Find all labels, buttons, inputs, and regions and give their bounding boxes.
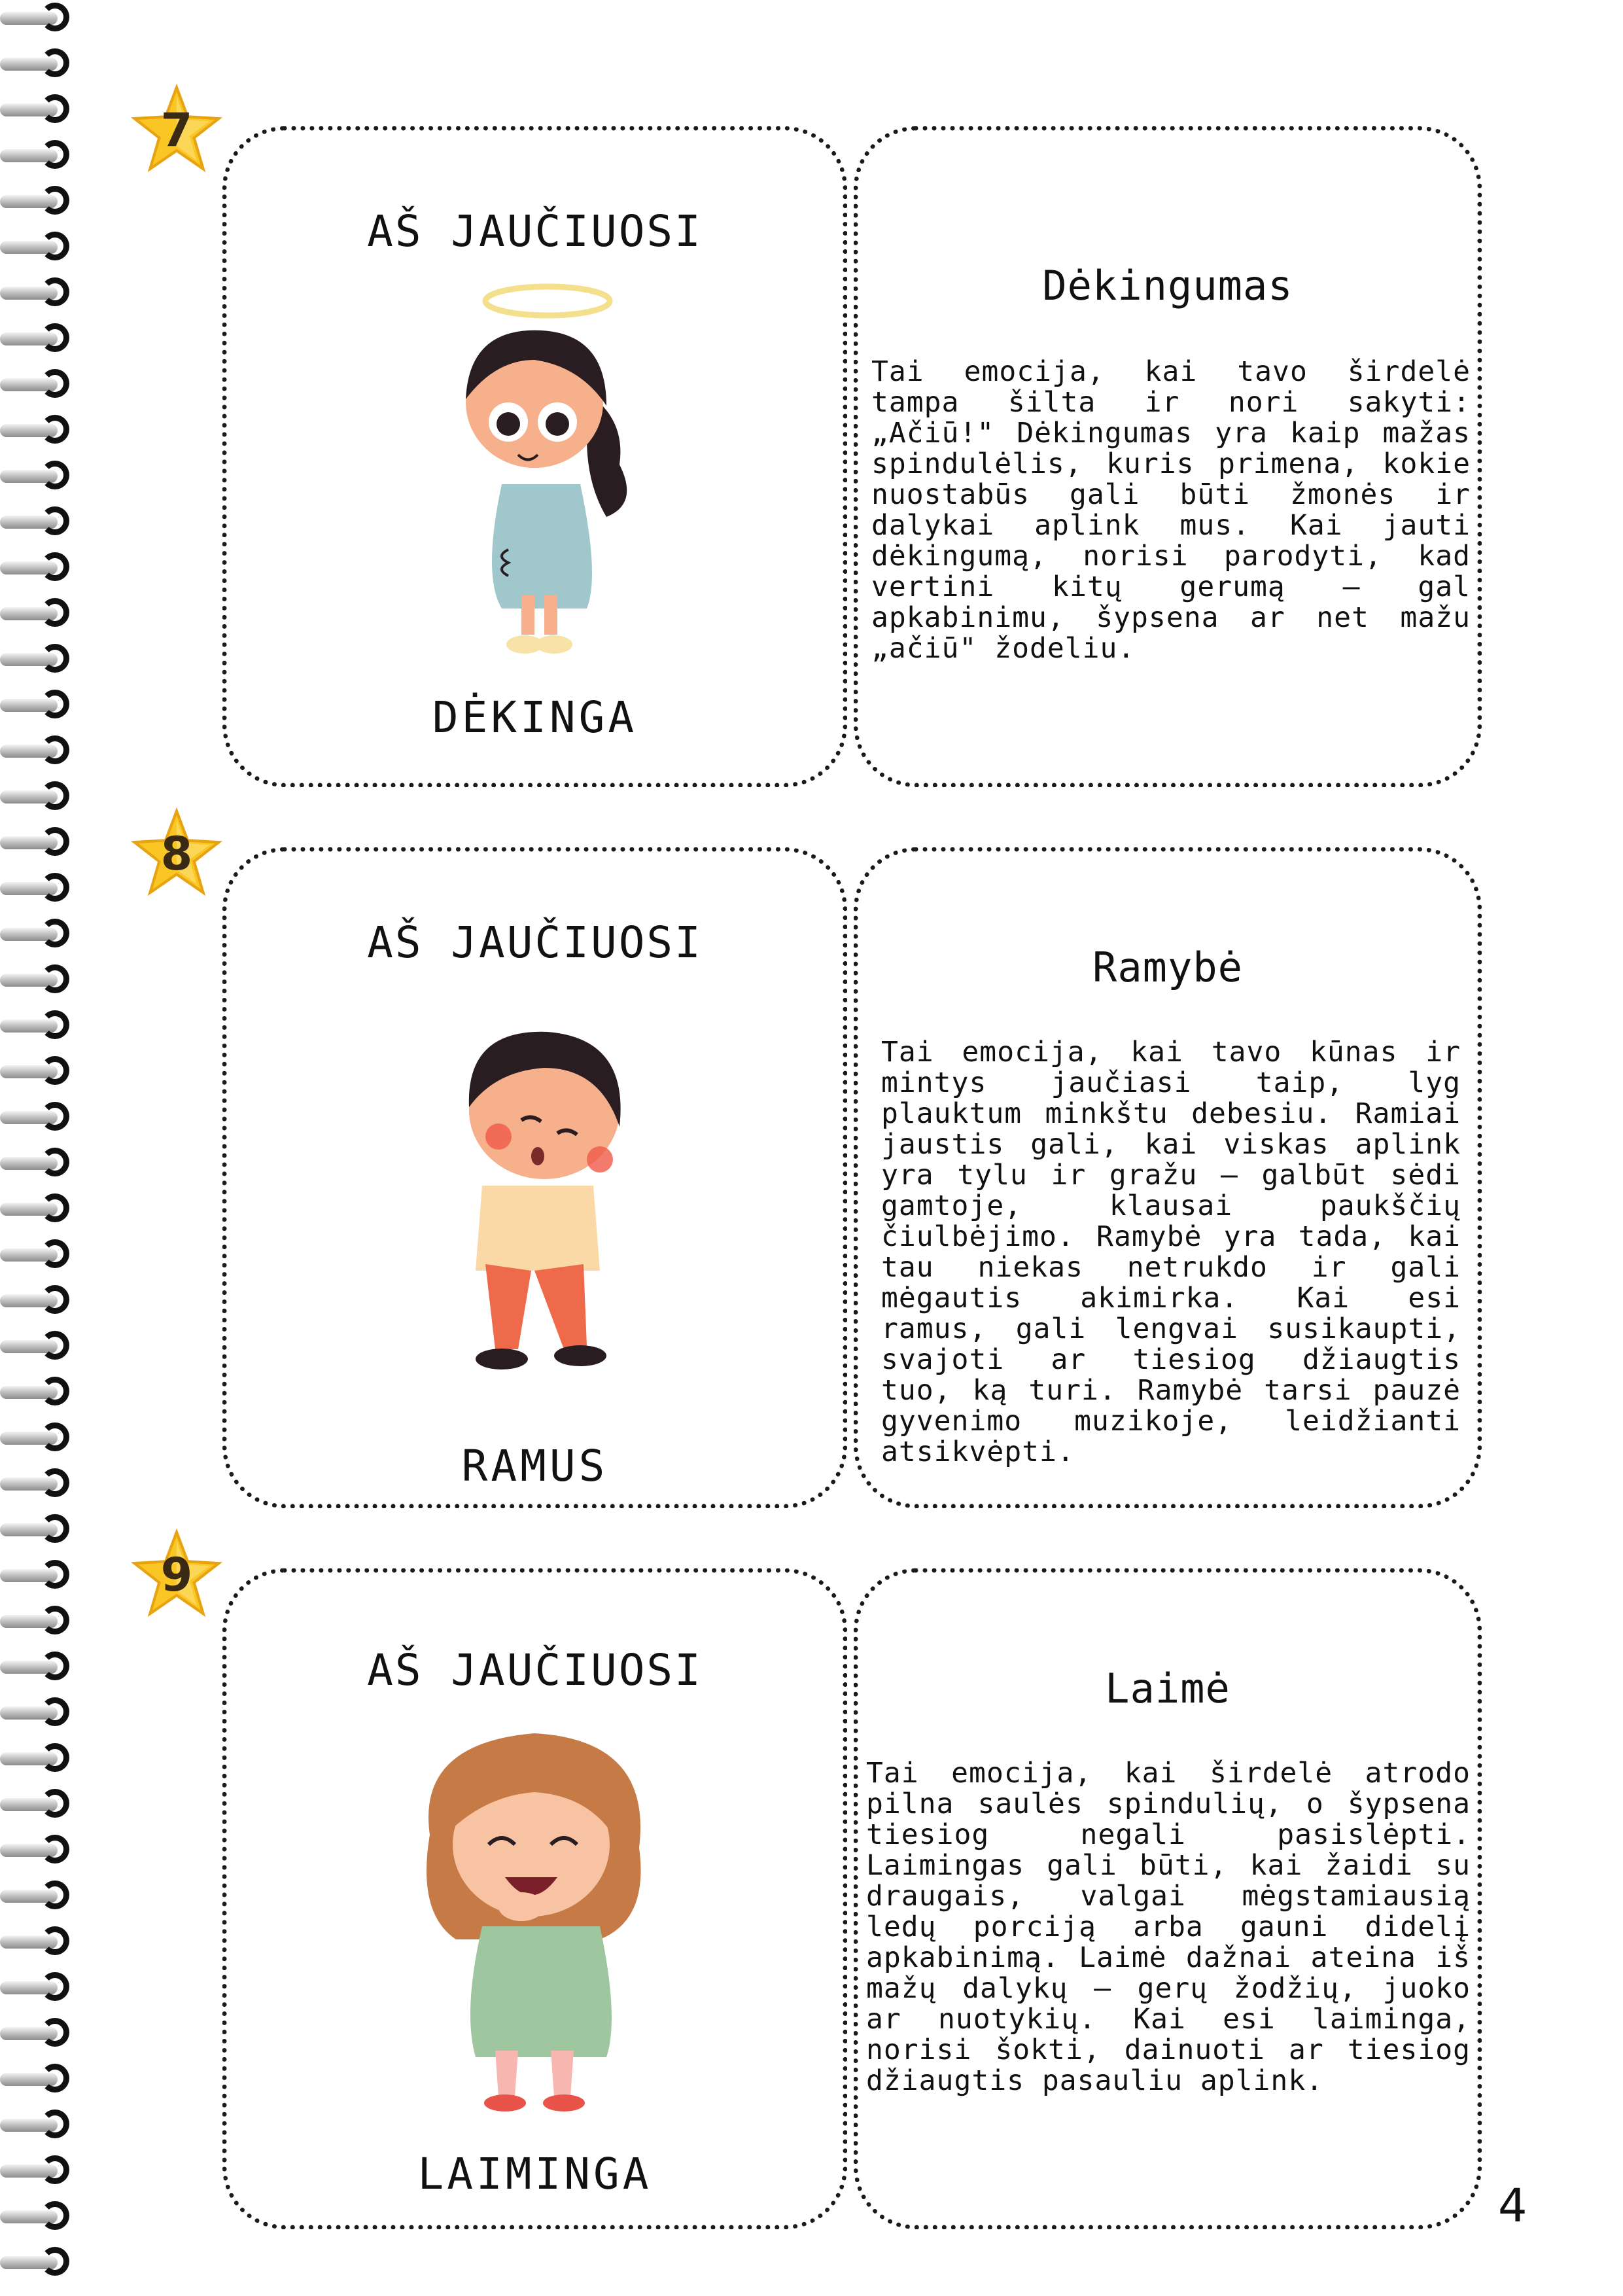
- card-number: 9: [160, 1548, 193, 1602]
- number-badge-star: [131, 807, 222, 899]
- spiral-ring: [0, 229, 79, 266]
- feeling-label: LAIMINGA: [417, 2149, 652, 2199]
- calm-boy-icon: [404, 983, 685, 1388]
- description-card-right: [854, 847, 1482, 1508]
- spiral-ring: [0, 1924, 79, 1960]
- spiral-ring: [0, 366, 79, 403]
- description-card-right: [854, 1568, 1482, 2229]
- spiral-ring: [0, 183, 79, 220]
- spiral-ring: [0, 1053, 79, 1090]
- emotion-title: Dėkingumas: [1042, 262, 1293, 309]
- emotion-title: Ramybė: [1092, 944, 1243, 991]
- spiral-ring: [0, 504, 79, 540]
- spiral-ring: [0, 275, 79, 311]
- emotion-description: Tai emocija, kai tavo kūnas ir mintys jaučiasi taip, lyg plauktum minkštu debesiu. Ramiai jaustis gali, kai viskas aplink yra tylu ir gražu – galbūt sėdi gamtoje, klausai paukščių čiulbėjimo. Ramybė yra tada, kai tau niekas netrukdo ir gali mėgautis akimirka. Kai esi ramus, gali lengvai susikaupti, svajoti ar tiesiog džiaugtis tuo, ką turi. Ramybė tarsi pauzė gyvenimo muzikoje, leidžianti atsikvėpti.: [881, 1036, 1461, 1468]
- spiral-ring: [0, 1420, 79, 1457]
- happy-laughing-girl-icon: [391, 1704, 685, 2116]
- page-number: 4: [1498, 2179, 1527, 2233]
- feeling-label: DĖKINGA: [432, 692, 638, 743]
- spiral-ring: [0, 1008, 79, 1044]
- spiral-ring: [0, 595, 79, 632]
- spiral-ring: [0, 1374, 79, 1411]
- spiral-ring: [0, 824, 79, 861]
- card-heading: AŠ JAUČIUOSI: [367, 206, 703, 256]
- spiral-ring: [0, 92, 79, 128]
- spiral-ring: [0, 2244, 79, 2281]
- spiral-ring: [0, 1282, 79, 1319]
- spiral-ring: [0, 1649, 79, 1686]
- card-heading: AŠ JAUČIUOSI: [367, 1645, 703, 1695]
- spiral-ring: [0, 1557, 79, 1594]
- spiral-ring: [0, 1099, 79, 1136]
- spiral-ring: [0, 962, 79, 998]
- spiral-ring: [0, 1466, 79, 1502]
- spiral-binding: [0, 0, 85, 2296]
- spiral-ring: [0, 2199, 79, 2235]
- emotion-title: Laimė: [1105, 1665, 1230, 1712]
- spiral-ring: [0, 0, 79, 37]
- spiral-ring: [0, 321, 79, 357]
- spiral-ring: [0, 1786, 79, 1823]
- card-number: 8: [160, 827, 193, 881]
- emotion-description: Tai emocija, kai širdelė atrodo pilna saulės spindulių, o šypsena tiesiog negali pasislėpti. Laimingas gali būti, kai žaidi su draugais, valgai mėgstamiausią ledų porciją arba gauni didelį apkabinimą. Laimė dažnai ateina iš mažų dalykų – gerų žodžių, juoko ar nuotykių. Kai esi laiminga, norisi šokti, dainuoti ar tiesiog džiaugtis pasauliu aplink.: [866, 1757, 1471, 2097]
- spiral-ring: [0, 1740, 79, 1777]
- spiral-ring: [0, 1145, 79, 1182]
- card-heading: AŠ JAUČIUOSI: [367, 917, 703, 968]
- number-badge-star: [131, 84, 222, 175]
- feeling-card-left: [222, 126, 847, 787]
- spiral-ring: [0, 2107, 79, 2144]
- spiral-ring: [0, 641, 79, 678]
- spiral-ring: [0, 1878, 79, 1915]
- spiral-ring: [0, 2015, 79, 2052]
- spiral-ring: [0, 550, 79, 586]
- spiral-ring: [0, 1191, 79, 1227]
- spiral-ring: [0, 137, 79, 174]
- spiral-ring: [0, 1695, 79, 1731]
- spiral-ring: [0, 1328, 79, 1365]
- feeling-card-left: [222, 847, 847, 1508]
- number-badge-star: [131, 1528, 222, 1620]
- spiral-ring: [0, 412, 79, 449]
- spiral-ring: [0, 733, 79, 769]
- spiral-ring: [0, 2061, 79, 2098]
- spiral-ring: [0, 1969, 79, 2006]
- feeling-card-left: [222, 1568, 847, 2229]
- grateful-girl-with-halo-icon: [404, 268, 685, 674]
- feeling-label: RAMUS: [461, 1441, 608, 1491]
- spiral-ring: [0, 916, 79, 953]
- spiral-ring: [0, 870, 79, 907]
- spiral-ring: [0, 1511, 79, 1548]
- spiral-ring: [0, 46, 79, 82]
- description-card-right: [854, 126, 1482, 787]
- spiral-ring: [0, 1237, 79, 1273]
- spiral-ring: [0, 779, 79, 815]
- spiral-ring: [0, 2153, 79, 2189]
- spiral-ring: [0, 1603, 79, 1640]
- emotion-description: Tai emocija, kai tavo širdelė tampa šilta ir nori sakyti: „Ačiū!" Dėkingumas yra kaip mažas spindulėlis, kuris primena, kokie nuostabūs gali būti žmonės ir dalykai aplink mus. Kai jauti dėkingumą, norisi parodyti, kad vertini kitų gerumą – gal apkabinimu, šypsena ar net mažu „ačiū" žodeliu.: [871, 355, 1471, 665]
- spiral-ring: [0, 687, 79, 724]
- spiral-ring: [0, 1832, 79, 1869]
- spiral-ring: [0, 458, 79, 495]
- card-number: 7: [160, 103, 193, 157]
